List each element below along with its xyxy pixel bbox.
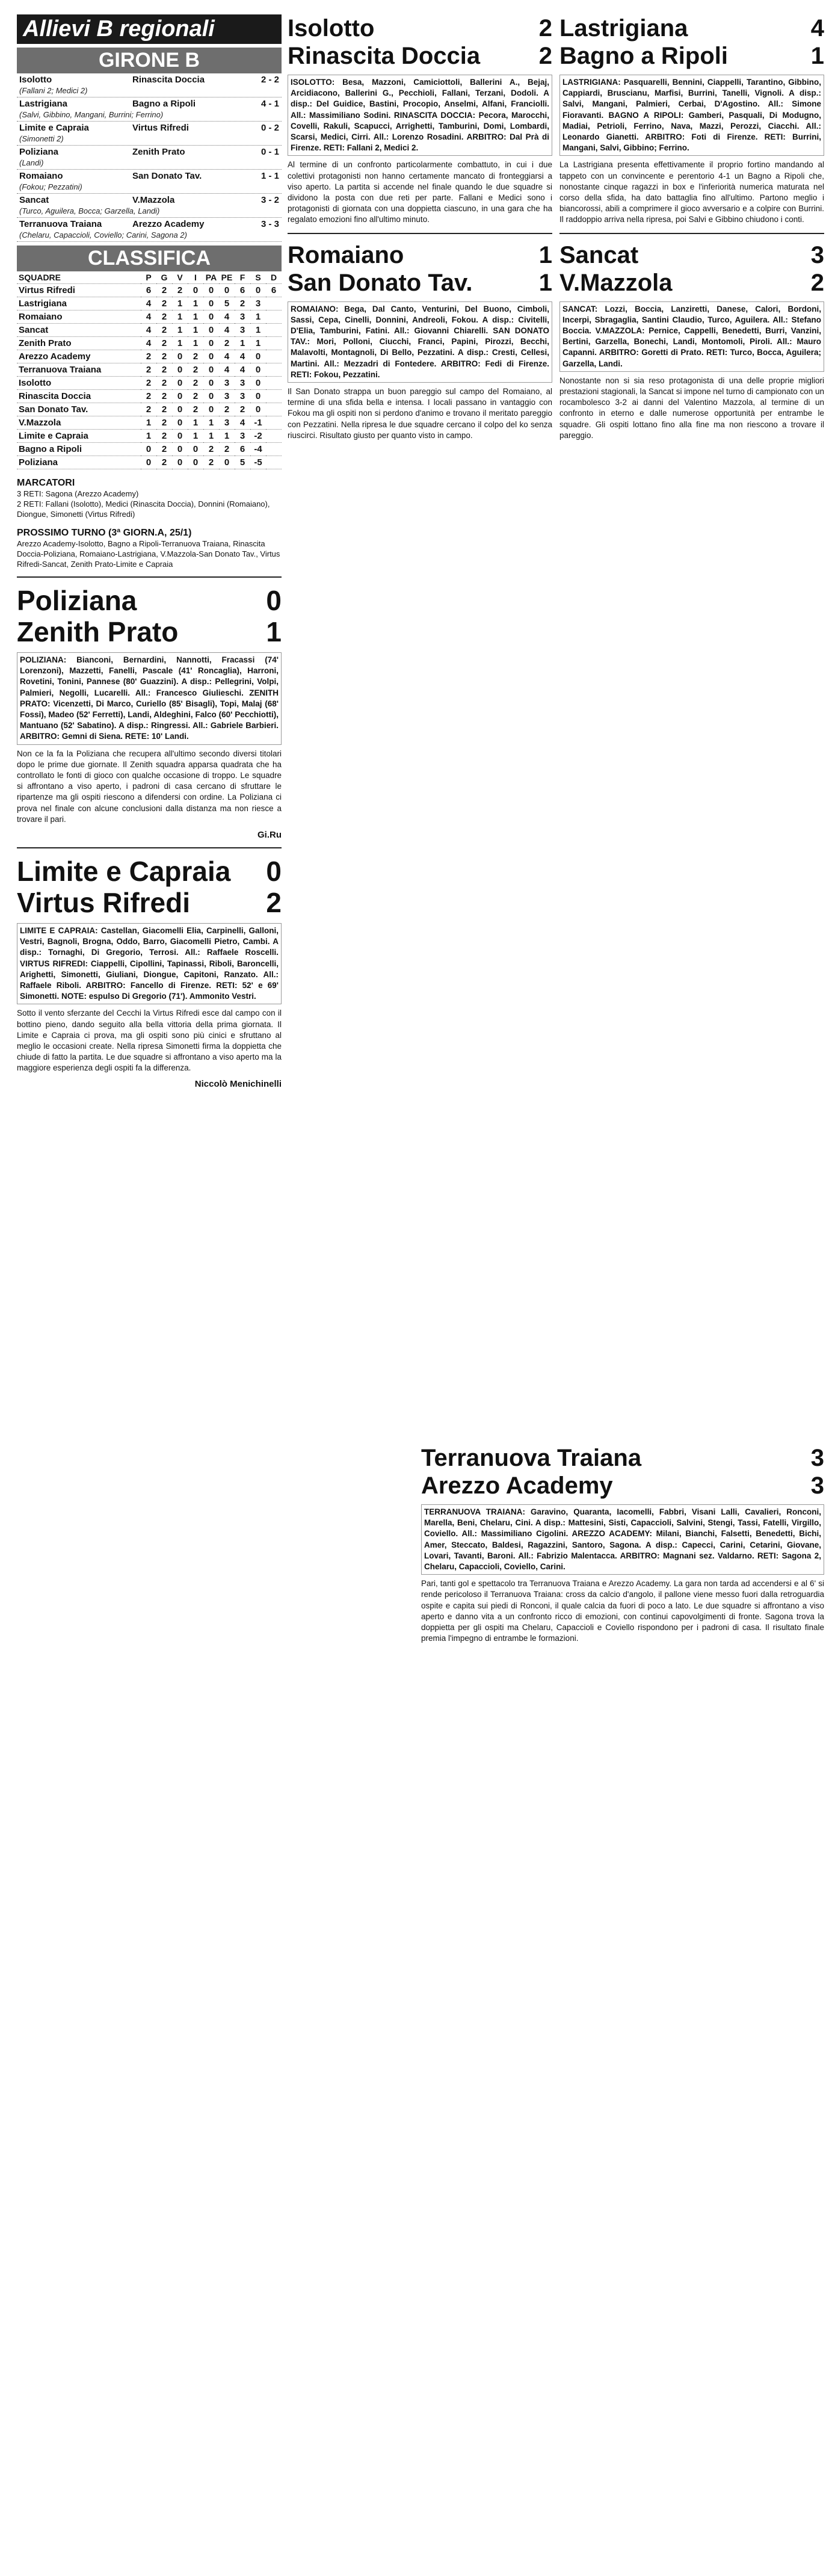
left-column bbox=[17, 0, 282, 1089]
away-team: Bagno a Ripoli bbox=[132, 99, 196, 109]
standings-cell: 3 bbox=[235, 390, 250, 403]
team-home: Sancat bbox=[559, 241, 639, 268]
score-away: 2 bbox=[266, 887, 282, 919]
score-away: 3 bbox=[810, 1472, 824, 1499]
standings-cell: 2 bbox=[141, 350, 156, 363]
standings-cell bbox=[266, 337, 282, 350]
standings-cell: Terranuova Traiana bbox=[17, 363, 141, 377]
standings-cell: 1 bbox=[172, 337, 188, 350]
home-team: Romaiano bbox=[19, 171, 63, 181]
prossimo-title: PROSSIMO TURNO (3ª GIORN.A, 25/1) bbox=[17, 528, 192, 538]
standings-cell: 1 bbox=[188, 310, 203, 324]
team-away: Rinascita Doccia bbox=[288, 43, 481, 69]
standings-cell: 2 bbox=[188, 363, 203, 377]
right-column bbox=[559, 0, 824, 441]
standings-row bbox=[17, 456, 282, 469]
standings-cell: 1 bbox=[203, 430, 219, 443]
standings-cell: San Donato Tav. bbox=[17, 403, 141, 416]
standings-cell: 2 bbox=[188, 377, 203, 390]
result-row bbox=[17, 170, 282, 182]
standings-cell: 4 bbox=[235, 363, 250, 377]
standings-cell: 0 bbox=[172, 456, 188, 469]
author-sign: Niccolò Menichinelli bbox=[194, 1078, 282, 1089]
scorers: (Fallani 2; Medici 2) bbox=[17, 86, 282, 97]
home-team: Terranuova Traiana bbox=[19, 219, 102, 229]
standings-cell: Sancat bbox=[17, 324, 141, 337]
standings-cell bbox=[266, 297, 282, 310]
team-home: Isolotto bbox=[288, 15, 375, 42]
girone-title: GIRONE B bbox=[17, 48, 282, 73]
standings-cell: Limite e Capraia bbox=[17, 430, 141, 443]
standings-cell: 2 bbox=[156, 430, 172, 443]
team-away: San Donato Tav. bbox=[288, 269, 473, 296]
match-title bbox=[17, 887, 282, 918]
standings-cell: 0 bbox=[250, 284, 266, 297]
standings-row bbox=[17, 377, 282, 390]
article-text: Pari, tanti gol e spettacolo tra Terranuova Traiana e Arezzo Academy. La gara non tarda ad accendersi e al 6' si rende pericoloso il Terranuova Traiana: cross da calcio d'angolo, il pallone viene messo fuori dalla retroguardia ospite e capita sui piedi di Ronconi, il quale calcia da fuori di poco a lato. Le due squadre si affrontano a viso aperto e danno vita a un confronto ricco di emozioni, con continui capovolgimenti di fronte. Sagona trova la doppietta per gli ospiti ma Chelaru, Capaccioli e Coviello rispondono per i padroni di casa. Il risultato finale premia l'impegno di entrambe le formazioni. bbox=[421, 1579, 824, 1643]
standings-cell: 0 bbox=[203, 403, 219, 416]
standings-cell: 2 bbox=[156, 310, 172, 324]
standings-cell: 0 bbox=[172, 390, 188, 403]
away-team: Zenith Prato bbox=[132, 147, 185, 157]
standings-cell bbox=[266, 310, 282, 324]
team-home: Limite e Capraia bbox=[17, 856, 231, 888]
standings-cell: 2 bbox=[188, 403, 203, 416]
standings-cell: 0 bbox=[172, 416, 188, 430]
team-away: V.Mazzola bbox=[559, 269, 673, 296]
standings-cell: 2 bbox=[156, 403, 172, 416]
match-title bbox=[17, 585, 282, 616]
standings-row bbox=[17, 297, 282, 310]
lineups: POLIZIANA: Bianconi, Bernardini, Nannotti, Fracassi (74' Lorenzoni), Mazzetti, Fanelli, Pascale (41' Roncaglia), Harroni, Rovetini, Tonini, Pannese (80' Guazzini). A disp.: Pellegrini, Volpi, Palmieri, Negolli, Lucarelli. All.: Francesco Giulieschi. ZENITH PRATO: Vicenzetti, Di Marco, Curiello (85' Bisagli), Topi, Malaj (68' Fossi), Madeo (52' Ferretti), Landi, Aldeghini, Falco (60' Pecchiotti), Mantuano (52' Sabatino). A disp.: Ringressi. All.: Gabriele Barbieri. ARBITRO: Gemni di Siena. RETE: 10' Landi. bbox=[17, 652, 282, 745]
author-sign: Gi.Ru bbox=[257, 830, 282, 841]
match-title bbox=[559, 269, 824, 297]
home-team: Limite e Capraia bbox=[19, 123, 89, 133]
article-text: Il San Donato strappa un buon pareggio sul campo del Romaiano, al termine di una sfida bella e intensa. I locali passano in vantaggio con Fokou ma gli ospiti non si perdono d'animo e trovano il meritato pareggio con Pezzatini. Nella ripresa le due squadre cercano il colpo del ko senza riuscirci. Risultato giusto per quanto visto in campo. bbox=[288, 387, 552, 440]
score: 4 - 1 bbox=[260, 99, 279, 109]
standings-header: V bbox=[172, 271, 188, 284]
standings-cell: 0 bbox=[141, 443, 156, 456]
standings-cell: 0 bbox=[203, 390, 219, 403]
standings-row bbox=[17, 390, 282, 403]
results-list bbox=[17, 73, 282, 242]
standings-cell: 4 bbox=[219, 324, 235, 337]
standings-cell: 2 bbox=[219, 337, 235, 350]
scorers: (Simonetti 2) bbox=[17, 134, 282, 146]
article-text: La Lastrigiana presenta effettivamente il proprio fortino mandando al tappeto con un convincente e perentorio 4-1 un Bagno a Ripoli che, nonostante cinque ragazzi in box e l'inferiorità numerica maturata nel corso della sfida, ha dato battaglia fino all'ultimo. Partono meglio i biancorossi, abili a comprimere il gioco avversario e a colpire con Burrini. Il raddoppio arriva nella ripresa, poi Salvi e Gibbino chiudono i conti. bbox=[559, 160, 824, 224]
standings-cell: -1 bbox=[250, 416, 266, 430]
standings-cell: 4 bbox=[219, 310, 235, 324]
marcatori-title: MARCATORI bbox=[17, 478, 75, 488]
standings-cell: 0 bbox=[203, 297, 219, 310]
lineups: LASTRIGIANA: Pasquarelli, Bennini, Ciappelli, Tarantino, Gibbino, Cappiardi, Bruscianu, Marfisi, Burrini, Tanelli, Vignoli. A disp.: Salvi, Mangani, Palmieri, Cerbai, D'Agostino. All.: Simone Fioravanti. BAGNO A RIPOLI: Gamberi, Pasquali, Di Modugno, Madiai, Petrioli, Ferrino, Nava, Mazzi, Perozzi, Ciacchi. All.: Leonardo Gianetti. ARBITRO: Foti di Firenze. RETI: Burrini, Mangani, Salvi, Gibbino; Ferrino. bbox=[559, 75, 824, 156]
standings-cell bbox=[266, 377, 282, 390]
standings-table bbox=[17, 271, 282, 469]
standings-cell: 1 bbox=[219, 430, 235, 443]
standings-cell: 2 bbox=[203, 456, 219, 469]
standings-cell: 4 bbox=[141, 337, 156, 350]
match-title bbox=[288, 42, 552, 70]
section-header: Allievi B regionali bbox=[17, 14, 282, 44]
standings-cell: 1 bbox=[141, 416, 156, 430]
score-home: 1 bbox=[538, 241, 552, 268]
standings-row bbox=[17, 337, 282, 350]
standings-cell: Zenith Prato bbox=[17, 337, 141, 350]
standings-cell: 5 bbox=[235, 456, 250, 469]
standings-cell: 0 bbox=[250, 363, 266, 377]
team-away: Virtus Rifredi bbox=[17, 887, 190, 919]
match-title bbox=[288, 269, 552, 297]
score: 1 - 1 bbox=[260, 171, 279, 181]
standings-cell: 0 bbox=[203, 310, 219, 324]
standings-row bbox=[17, 310, 282, 324]
away-team: Arezzo Academy bbox=[132, 219, 205, 229]
standings-cell: 0 bbox=[219, 456, 235, 469]
standings-cell: 1 bbox=[203, 416, 219, 430]
standings-row bbox=[17, 430, 282, 443]
standings-cell: 1 bbox=[172, 310, 188, 324]
article-text: Sotto il vento sferzante del Cecchi la Virtus Rifredi esce dal campo con il bottino pieno, dando seguito alla bella vittoria della prima giornata. Il Limite e Capraia ci prova, ma gli ospiti sono più cinici e sfruttano al meglio le occasioni create. Nella ripresa Simonetti firma la doppietta che chiude di fatto la partita. Le due squadre si affrontano a viso aperto ma la maggiore esperienza degli ospiti fa la differenza. bbox=[17, 1008, 282, 1073]
lineups: TERRANUOVA TRAIANA: Garavino, Quaranta, Iacomelli, Fabbri, Visani Lalli, Cavalieri, Ronconi, Marella, Beni, Chelaru, Cini. A disp.: Mattesini, Sisti, Capaccioli, Salvini, Stengi, Tassi, Fatelli, Virgillo, Coviello. All.: Massimiliano Cigolini. AREZZO ACADEMY: Milani, Bianchi, Falsetti, Benedetti, Bichi, Amer, Steccato, Baldesi, Ragazzini, Santoro, Sagona. A disp.: Capecci, Carini, Cetarini, Giovane, Lovari, Tavanti, Baroni. All.: Fabrizio Malentacca. ARBITRO: Magnani sez. Valdarno. RETI: Sagona 2, Chelaru, Capaccioli, Coviello, Carini. bbox=[421, 1504, 824, 1575]
standings-row bbox=[17, 363, 282, 377]
standings-cell: 0 bbox=[203, 350, 219, 363]
classifica-title: CLASSIFICA bbox=[17, 246, 282, 271]
score: 0 - 2 bbox=[260, 123, 279, 133]
standings-cell: 4 bbox=[219, 363, 235, 377]
divider bbox=[17, 847, 282, 848]
standings-cell: Bagno a Ripoli bbox=[17, 443, 141, 456]
team-away: Zenith Prato bbox=[17, 616, 179, 647]
score-home: 3 bbox=[810, 241, 824, 268]
score-away: 1 bbox=[810, 43, 824, 69]
result-row bbox=[17, 122, 282, 134]
standings-cell: 3 bbox=[219, 390, 235, 403]
standings-cell: 2 bbox=[156, 363, 172, 377]
standings-cell: V.Mazzola bbox=[17, 416, 141, 430]
standings-cell bbox=[266, 416, 282, 430]
standings-cell bbox=[266, 324, 282, 337]
standings-header: SQUADRE bbox=[17, 271, 141, 284]
standings-cell: 2 bbox=[203, 443, 219, 456]
standings-header: G bbox=[156, 271, 172, 284]
standings-cell: 3 bbox=[219, 377, 235, 390]
standings-cell: -4 bbox=[250, 443, 266, 456]
team-away: Bagno a Ripoli bbox=[559, 43, 728, 69]
standings-cell: 0 bbox=[172, 363, 188, 377]
standings-cell bbox=[266, 456, 282, 469]
standings-header: I bbox=[188, 271, 203, 284]
standings-cell: Arezzo Academy bbox=[17, 350, 141, 363]
match-title bbox=[288, 14, 552, 42]
standings-cell: Isolotto bbox=[17, 377, 141, 390]
standings-cell: 2 bbox=[156, 297, 172, 310]
match-title bbox=[421, 1472, 824, 1500]
home-team: Sancat bbox=[19, 195, 49, 205]
standings-cell: 4 bbox=[235, 350, 250, 363]
standings-cell: 6 bbox=[266, 284, 282, 297]
standings-cell bbox=[266, 363, 282, 377]
standings-cell: 3 bbox=[235, 310, 250, 324]
standings-cell: 0 bbox=[141, 456, 156, 469]
divider bbox=[288, 233, 552, 234]
match-title bbox=[17, 616, 282, 647]
team-home: Lastrigiana bbox=[559, 15, 688, 42]
score: 3 - 2 bbox=[260, 195, 279, 205]
standings-cell: 2 bbox=[235, 297, 250, 310]
standings-cell: 0 bbox=[172, 430, 188, 443]
standings-cell: 1 bbox=[235, 337, 250, 350]
lineups: LIMITE E CAPRAIA: Castellan, Giacomelli Elia, Carpinelli, Galloni, Vestri, Bagnoli, Brogna, Oddo, Barro, Giacomelli Pietro, Cambi. A disp.: Tornaghi, Di Gregorio, Terrosi. All.: Raffaele Roscelli. VIRTUS RIFREDI: Ciappelli, Cipollini, Tapinassi, Riboli, Baroncelli, Arighetti, Simonetti, Giuliani, Diongue, Capitoni, Ranzato. All.: Raffaele Riboli. ARBITRO: Fancello di Firenze. RETI: 52' e 69' Simonetti. NOTE: espulso Di Gregorio (71'). Ammonito Vestri. bbox=[17, 923, 282, 1004]
standings-cell: 4 bbox=[141, 324, 156, 337]
standings-cell: 0 bbox=[250, 390, 266, 403]
lineups: ISOLOTTO: Besa, Mazzoni, Camiciottoli, Ballerini A., Bejaj, Arcidiacono, Ballerini G., Pecchioli, Fallani, Terzani, Dodoli. A disp.: Del Guidice, Bastini, Procopio, Anselmi, Alfani, Franciolli. All.: Massimiliano Sodini. RINASCITA DOCCIA: Pecora, Marocchi, Covelli, Rakuli, Scapucci, Arrighetti, Tamburini, Domi, Lombardi, Scarsi, Medici, Cirri. All.: Lorenzo Rosadini. ARBITRO: Dal Prà di Firenze. RETI: Fallani 2, Medici 2. bbox=[288, 75, 552, 156]
standings-row bbox=[17, 403, 282, 416]
match-title bbox=[421, 1444, 824, 1472]
standings-cell: 0 bbox=[188, 456, 203, 469]
standings-cell: 0 bbox=[250, 403, 266, 416]
home-team: Poliziana bbox=[19, 147, 59, 157]
standings-cell: 2 bbox=[156, 390, 172, 403]
home-team: Isolotto bbox=[19, 75, 52, 85]
standings-cell: Lastrigiana bbox=[17, 297, 141, 310]
score: 2 - 2 bbox=[260, 75, 279, 85]
score: 3 - 3 bbox=[260, 219, 279, 229]
away-team: San Donato Tav. bbox=[132, 171, 202, 181]
standings-cell: 2 bbox=[219, 403, 235, 416]
standings-cell: 0 bbox=[172, 377, 188, 390]
team-home: Poliziana bbox=[17, 585, 137, 616]
standings-cell: 2 bbox=[156, 337, 172, 350]
team-home: Romaiano bbox=[288, 241, 404, 268]
divider bbox=[559, 233, 824, 234]
standings-cell: 1 bbox=[188, 416, 203, 430]
standings-cell bbox=[266, 443, 282, 456]
standings-cell: 2 bbox=[156, 416, 172, 430]
standings-cell: -5 bbox=[250, 456, 266, 469]
standings-cell: 6 bbox=[235, 284, 250, 297]
standings-cell: 3 bbox=[235, 430, 250, 443]
standings-cell: 2 bbox=[141, 363, 156, 377]
standings-cell: 1 bbox=[188, 430, 203, 443]
result-row bbox=[17, 146, 282, 158]
result-row bbox=[17, 97, 282, 110]
standings-cell: 6 bbox=[141, 284, 156, 297]
standings-cell: Poliziana bbox=[17, 456, 141, 469]
standings-cell: 0 bbox=[203, 284, 219, 297]
standings-cell: 4 bbox=[235, 416, 250, 430]
standings-cell: 1 bbox=[250, 310, 266, 324]
standings-cell: 0 bbox=[172, 350, 188, 363]
standings-cell bbox=[266, 350, 282, 363]
standings-cell bbox=[266, 430, 282, 443]
prossimo-text: Arezzo Academy-Isolotto, Bagno a Ripoli-Terranuova Traiana, Rinascita Doccia-Poliziana, Romaiano-Lastrigiana, V.Mazzola-San Donato Tav., Virtus Rifredi-Sancat, Zenith Prato-Limite e Capraia bbox=[17, 539, 280, 569]
standings-cell: 2 bbox=[172, 284, 188, 297]
scorers: (Turco, Aguilera, Bocca; Garzella, Landi) bbox=[17, 206, 282, 218]
score-away: 1 bbox=[538, 269, 552, 296]
standings-cell: 1 bbox=[172, 297, 188, 310]
middle-column bbox=[288, 0, 552, 441]
standings-header: D bbox=[266, 271, 282, 284]
score-home: 2 bbox=[538, 15, 552, 42]
standings-cell: 1 bbox=[250, 324, 266, 337]
match-title bbox=[559, 42, 824, 70]
standings-cell: 3 bbox=[235, 324, 250, 337]
standings-cell: 0 bbox=[203, 377, 219, 390]
standings-cell: 0 bbox=[172, 403, 188, 416]
result-row bbox=[17, 194, 282, 206]
article-text: Al termine di un confronto particolarmente combattuto, in cui i due colettivi protagonisti non hanno certamente mancato di fronteggiarsi a viso aperto. La partita si accende nel finale quando le due squadre si dividono la posta con due reti per parte. Fallani e Medici sono i protagonisti di giornata con una doppietta ciascuno, in una gara che ha regalato emozioni fino all'ultimo minuto. bbox=[288, 160, 552, 224]
standings-row bbox=[17, 324, 282, 337]
standings-cell: 1 bbox=[188, 297, 203, 310]
standings-row bbox=[17, 416, 282, 430]
standings-cell: 2 bbox=[156, 443, 172, 456]
article-text: Nonostante non si sia reso protagonista di una delle proprie migliori prestazioni stagionali, la Sancat si impone nel turno di campionato con un rocambolesco 3-2 ai danni del Valentino Mazzola, al termine di un confronto in eterno e dalle numerose opportunità per entrambe le squadre. Gli ospiti lottano fino alla fine ma non riescono a trovare il pareggio. bbox=[559, 375, 824, 440]
lineups: ROMAIANO: Bega, Dal Canto, Venturini, Del Buono, Cimboli, Sassi, Cepa, Cinelli, Donnini, Andreoli, Fokou. A disp.: Civitelli, D'Elia, Tamburini, Fatini. All.: Giovanni Chiarelli. SAN DONATO TAV.: Mori, Polloni, Ciucchi, Franci, Papini, Pirozzi, Becchi, Malavolti, Montagnoli, Di Bello, Pezzatini. A disp.: Cresti, Cellesi, Martini. All.: Mezzadri di Fontedere. ARBITRO: Fedi di Firenze. RETI: Fokou, Pezzatini. bbox=[288, 301, 552, 383]
standings-cell: 2 bbox=[156, 377, 172, 390]
standings-cell: Virtus Rifredi bbox=[17, 284, 141, 297]
standings-cell: 2 bbox=[156, 456, 172, 469]
standings-cell: 5 bbox=[219, 297, 235, 310]
score-home: 4 bbox=[810, 15, 824, 42]
match-title bbox=[17, 856, 282, 887]
standings-cell: 2 bbox=[156, 284, 172, 297]
standings-cell: 0 bbox=[250, 377, 266, 390]
standings-cell: 2 bbox=[156, 350, 172, 363]
match-title bbox=[559, 241, 824, 269]
score-away: 2 bbox=[538, 43, 552, 69]
standings-cell: -2 bbox=[250, 430, 266, 443]
away-team: V.Mazzola bbox=[132, 195, 175, 205]
team-away: Arezzo Academy bbox=[421, 1472, 613, 1499]
scorers: (Fokou; Pezzatini) bbox=[17, 182, 282, 194]
standings-cell: 1 bbox=[188, 337, 203, 350]
away-team: Virtus Rifredi bbox=[132, 123, 189, 133]
standings-cell: 2 bbox=[156, 324, 172, 337]
standings-cell: 0 bbox=[203, 363, 219, 377]
standings-cell: 0 bbox=[203, 337, 219, 350]
standings-row bbox=[17, 350, 282, 363]
standings-cell: 1 bbox=[172, 324, 188, 337]
standings-cell: 2 bbox=[141, 390, 156, 403]
result-row bbox=[17, 218, 282, 230]
standings-header: S bbox=[250, 271, 266, 284]
standings-header: PA bbox=[203, 271, 219, 284]
home-team: Lastrigiana bbox=[19, 99, 68, 109]
standings-cell: 1 bbox=[141, 430, 156, 443]
standings-cell: 3 bbox=[219, 416, 235, 430]
team-home: Terranuova Traiana bbox=[421, 1445, 642, 1471]
score-away: 2 bbox=[810, 269, 824, 296]
wide-article bbox=[421, 1444, 824, 1644]
article-text: Non ce la fa la Poliziana che recupera all'ultimo secondo diversi titolari dopo le prime due giornate. Il Zenith squadra apparsa quadrata che ha controllato le fonti di gioco con qualche occasione di troppo. Le squadre si affrontano a viso aperto, i padroni di casa cercano di sfruttare le ripartenze ma gli ospiti riescono a difendersi con ordine. La Poliziana ci prova nel finale con alcune conclusioni dalla distanza ma non riesce a trovare il pari. bbox=[17, 749, 282, 824]
standings-cell: Rinascita Doccia bbox=[17, 390, 141, 403]
standings-cell: 0 bbox=[188, 284, 203, 297]
standings-header: F bbox=[235, 271, 250, 284]
standings-row bbox=[17, 443, 282, 456]
standings-cell: 2 bbox=[235, 403, 250, 416]
result-row bbox=[17, 73, 282, 86]
match-title bbox=[559, 14, 824, 42]
scorers: (Chelaru, Capaccioli, Coviello; Carini, Sagona 2) bbox=[17, 230, 282, 242]
standings-cell: 6 bbox=[235, 443, 250, 456]
lineups: SANCAT: Lozzi, Boccia, Lanziretti, Danese, Calori, Bordoni, Incerpi, Sbragaglia, Santini Claudio, Turco, Aguilera. All.: Stefano Boccia. V.MAZZOLA: Pernice, Cappelli, Benedetti, Burri, Vanzini, Bertini, Garzella, Bonechi, Landi, Montomoli, Piroli. All.: Mauro Capanni. ARBITRO: Goretti di Prato. RETI: Turco, Bocca, Aguilera; Garzella, Landi. bbox=[559, 301, 824, 372]
away-team: Rinascita Doccia bbox=[132, 75, 205, 85]
standings-header: P bbox=[141, 271, 156, 284]
standings-cell: 2 bbox=[219, 443, 235, 456]
standings-cell: Romaiano bbox=[17, 310, 141, 324]
standings-cell: 0 bbox=[203, 324, 219, 337]
standings-cell: 4 bbox=[141, 297, 156, 310]
standings-cell: 1 bbox=[250, 337, 266, 350]
marcatori-line-2: 2 RETI: Fallani (Isolotto), Medici (Rinascita Doccia), Donnini (Romaiano), Diongue, Simonetti (Virtus Rifredi) bbox=[17, 499, 270, 519]
score: 0 - 1 bbox=[260, 147, 279, 157]
score-home: 0 bbox=[266, 856, 282, 888]
standings-cell: 4 bbox=[141, 310, 156, 324]
score-away: 1 bbox=[266, 616, 282, 647]
standings-cell: 2 bbox=[188, 350, 203, 363]
standings-cell: 1 bbox=[188, 324, 203, 337]
standings-cell: 0 bbox=[188, 443, 203, 456]
standings-cell: 2 bbox=[141, 377, 156, 390]
standings-cell: 0 bbox=[250, 350, 266, 363]
divider bbox=[17, 576, 282, 578]
score-home: 0 bbox=[266, 585, 282, 616]
standings-cell: 0 bbox=[172, 443, 188, 456]
standings-cell: 3 bbox=[250, 297, 266, 310]
standings-cell bbox=[266, 403, 282, 416]
standings-cell: 2 bbox=[188, 390, 203, 403]
standings-cell: 2 bbox=[141, 403, 156, 416]
scorers: (Landi) bbox=[17, 158, 282, 170]
score-home: 3 bbox=[810, 1445, 824, 1471]
standings-cell: 3 bbox=[235, 377, 250, 390]
standings-cell: 4 bbox=[219, 350, 235, 363]
match-title bbox=[288, 241, 552, 269]
marcatori-line-1: 3 RETI: Sagona (Arezzo Academy) bbox=[17, 489, 139, 498]
standings-row bbox=[17, 284, 282, 297]
standings-cell: 0 bbox=[219, 284, 235, 297]
standings-cell bbox=[266, 390, 282, 403]
standings-header: PE bbox=[219, 271, 235, 284]
scorers: (Salvi, Gibbino, Mangani, Burrini; Ferrino) bbox=[17, 110, 282, 122]
